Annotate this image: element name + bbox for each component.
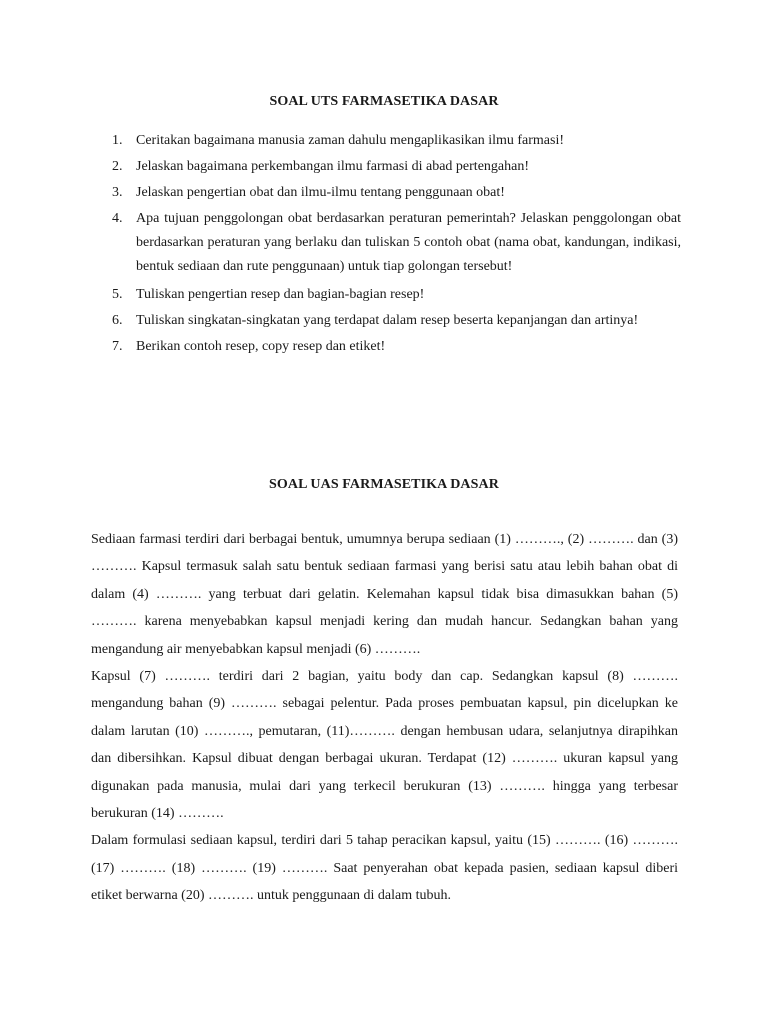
question-text: Jelaskan bagaimana perkembangan ilmu farmasi di abad pertengahan! <box>136 159 530 174</box>
question-number: 6. <box>112 313 123 328</box>
uts-title: SOAL UTS FARMASETIKA DASAR <box>269 94 499 109</box>
uas-title: SOAL UAS FARMASETIKA DASAR <box>269 477 499 492</box>
uas-paragraph: Dalam formulasi sediaan kapsul, terdiri dari 5 tahap peracikan kapsul, yaitu (15) ………. (16) ………. (17) ………. (18) ………. (19) ………. Saat penyerahan obat kepada pasien, sediaan kapsul diberi etiket berwarna (20) ………. untuk penggunaan di dalam tubuh. <box>91 833 678 904</box>
question-text: Ceritakan bagaimana manusia zaman dahulu mengaplikasikan ilmu farmasi! <box>136 133 565 148</box>
question-text: Berikan contoh resep, copy resep dan etiket! <box>136 339 386 354</box>
question-text: Apa tujuan penggolongan obat berdasarkan peraturan pemerintah? Jelaskan penggolongan obat berdasarkan peraturan yang berlaku dan tuliskan 5 contoh obat (nama obat, kandungan, indikasi, bentuk sediaan dan rute penggunaan) untuk tiap golongan tersebut! <box>136 211 681 274</box>
uas-paragraph: Kapsul (7) ………. terdiri dari 2 bagian, yaitu body dan cap. Sedangkan kapsul (8) ………. mengandung bahan (9) ………. sebagai pelentur. Pada proses pembuatan kapsul, pin dicelupkan ke dalam larutan (10) ………., pemutaran, (11)………. dengan hembusan udara, selanjutnya dirapihkan dan dibersihkan. Kapsul dibuat dengan berbagai ukuran. Terdapat (12) ………. ukuran kapsul yang digunakan pada manusia, mulai dari yang terkecil berukuran (13) ………. hingga yang terbesar berukuran (14) ………. <box>91 669 678 822</box>
question-item <box>112 207 681 279</box>
uts-question-list <box>112 129 681 361</box>
question-text: Tuliskan pengertian resep dan bagian-bagian resep! <box>136 287 425 302</box>
question-number: 7. <box>112 339 123 354</box>
question-number: 4. <box>112 211 123 226</box>
question-item <box>112 335 681 359</box>
uas-body <box>91 526 678 910</box>
question-item <box>112 309 681 333</box>
question-item <box>112 129 681 153</box>
question-item <box>112 181 681 205</box>
uas-paragraph: Sediaan farmasi terdiri dari berbagai bentuk, umumnya berupa sediaan (1) ………., (2) ………. dan (3) ………. Kapsul termasuk salah satu bentuk sediaan farmasi yang berisi satu atau lebih bahan obat di dalam (4) ………. yang terbuat dari gelatin. Kelemahan kapsul tidak bisa dimasukkan bahan (5) ………. karena menyebabkan kapsul menjadi kering dan mudah hancur. Sedangkan bahan yang mengandung air menyebabkan kapsul menjadi (6) ………. <box>91 532 678 657</box>
question-item <box>112 155 681 179</box>
question-number: 2. <box>112 159 123 174</box>
question-text: Jelaskan pengertian obat dan ilmu-ilmu tentang penggunaan obat! <box>136 185 505 200</box>
question-item <box>112 283 681 307</box>
question-number: 3. <box>112 185 123 200</box>
question-number: 5. <box>112 287 123 302</box>
question-text: Tuliskan singkatan-singkatan yang terdapat dalam resep beserta kepanjangan dan artinya! <box>136 313 639 328</box>
question-number: 1. <box>112 133 123 148</box>
